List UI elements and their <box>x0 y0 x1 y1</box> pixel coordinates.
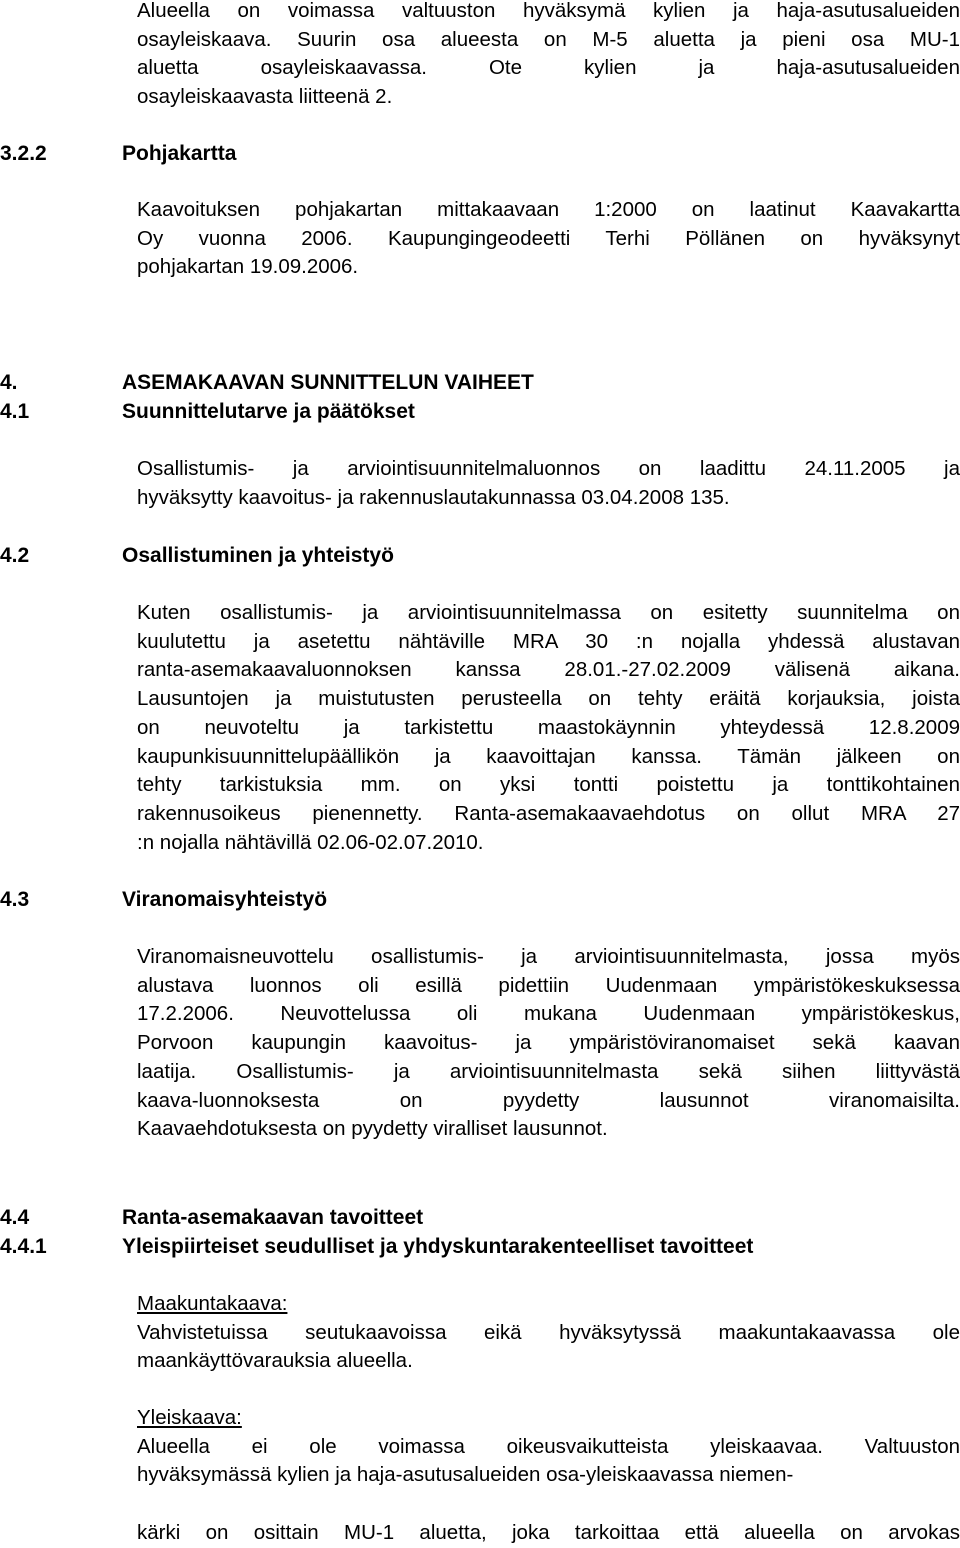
text-line: ranta-asemakaavaluonnoksen kanssa 28.01.-27.02.2009 välisenä aikana. <box>137 658 960 682</box>
section-title: Osallistuminen ja yhteistyö <box>122 544 394 567</box>
section-number: 4. <box>0 371 18 394</box>
section-title: Ranta-asemakaavan tavoitteet <box>122 1206 424 1229</box>
maakuntakaava-block <box>137 1290 960 1376</box>
text-line: rakennusoikeus pienennetty. Ranta-asemakaavaehdotus on ollut MRA 27 <box>137 801 960 825</box>
viranomaisyhteistyo-paragraph <box>137 943 960 1144</box>
text-line: laatija. Osallistumis- ja arviointisuunnitelmasta sekä siihen liittyvästä <box>137 1059 960 1083</box>
yleiskaava-block <box>137 1404 960 1490</box>
text-line: aluetta osayleiskaavassa. Ote kylien ja haja-asutusalueiden <box>137 56 960 80</box>
text-line: 17.2.2006. Neuvottelussa oli mukana Uudenmaan ympäristökeskus, <box>137 1002 960 1026</box>
text-line: Lausuntojen ja muistutusten perusteella on tehty eräitä korjauksia, joista <box>137 687 960 711</box>
text-line: osayleiskaavasta liitteenä 2. <box>137 85 393 109</box>
text-line: kaava-luonnoksesta on pyydetty lausunnot viranomaisilta. <box>137 1088 960 1112</box>
text-line: Kuten osallistumis- ja arviointisuunnitelmassa on esitetty suunnitelma on <box>137 601 960 624</box>
section-number: 4.4.1 <box>0 1235 47 1258</box>
osallistuminen-paragraph <box>137 599 960 857</box>
text-line: Kaavaehdotuksesta on pyydetty viralliset lausunnot. <box>137 1117 608 1141</box>
maakuntakaava-label: Maakuntakaava: <box>137 1292 288 1315</box>
text-line: tehty tarkistuksia mm. on yksi tontti poistettu ja tonttikohtainen <box>137 773 960 797</box>
text-line: Osallistumis- ja arviointisuunnitelmaluonnos on laadittu 24.11.2005 ja <box>137 457 960 480</box>
text-line: Alueella ei ole voimassa oikeusvaikutteista yleiskaavaa. Valtuuston <box>137 1434 960 1458</box>
text-line: osayleiskaava. Suurin osa alueesta on M-5 aluetta ja pieni osa MU-1 <box>137 27 960 51</box>
intro-paragraph <box>137 0 960 112</box>
text-line: kärki on osittain MU-1 aluetta, joka tarkoittaa että alueella on arvokas <box>137 1521 960 1544</box>
section-title: Viranomaisyhteistyö <box>122 888 328 911</box>
section-number: 4.2 <box>0 544 30 567</box>
section-number: 4.3 <box>0 888 30 911</box>
section-title: Suunnittelutarve ja päätökset <box>122 400 415 423</box>
text-line: alustava luonnos oli esillä pidettiin Uudenmaan ympäristökeskuksessa <box>137 973 960 997</box>
suunnittelutarve-paragraph <box>137 455 960 512</box>
text-line: kuulutettu ja asetettu nähtäville MRA 30 :n nojalla yhdessä alustavan <box>137 629 960 653</box>
section-number: 4.1 <box>0 400 30 423</box>
section-title: Yleispiirteiset seudulliset ja yhdyskuntarakenteelliset tavoitteet <box>122 1235 754 1258</box>
text-line: Oy vuonna 2006. Kaupungingeodeetti Terhi Pöllänen on hyväksynyt <box>137 226 960 250</box>
text-line: Alueella on voimassa valtuuston hyväksymä kylien ja haja-asutusalueiden <box>137 0 960 22</box>
text-line: hyväksytty kaavoitus- ja rakennuslautakunnassa 03.04.2008 135. <box>137 485 730 509</box>
text-line: hyväksymässä kylien ja haja-asutusalueiden osa-yleiskaavassa niemen- <box>137 1463 794 1487</box>
text-line: Porvoon kaupungin kaavoitus- ja ympäristöviranomaiset sekä kaavan <box>137 1031 960 1055</box>
final-paragraph <box>137 1519 960 1548</box>
text-line: kaupunkisuunnittelupäällikön ja kaavoittajan kanssa. Tämän jälkeen on <box>137 744 960 768</box>
yleiskaava-label: Yleiskaava: <box>137 1406 242 1429</box>
text-line: pohjakartan 19.09.2006. <box>137 255 359 279</box>
text-line: :n nojalla nähtävillä 02.06-02.07.2010. <box>137 830 484 854</box>
text-line: on neuvoteltu ja tarkistettu maastokäynnin yhteydessä 12.8.2009 <box>137 715 960 739</box>
section-title: Pohjakartta <box>122 142 237 165</box>
text-line: Viranomaisneuvottelu osallistumis- ja arviointisuunnitelmasta, jossa myös <box>137 945 960 968</box>
text-line: Vahvistetuissa seutukaavoissa eikä hyväksytyssä maakuntakaavassa ole <box>137 1320 960 1344</box>
text-line: Kaavoituksen pohjakartan mittakaavaan 1:2000 on laatinut Kaavakartta <box>137 198 960 221</box>
section-number: 3.2.2 <box>0 142 47 165</box>
section-title: ASEMAKAAVAN SUNNITTELUN VAIHEET <box>122 371 534 394</box>
text-line: maankäyttövarauksia alueella. <box>137 1349 413 1373</box>
pohjakartta-paragraph <box>137 196 960 282</box>
section-number: 4.4 <box>0 1206 30 1229</box>
